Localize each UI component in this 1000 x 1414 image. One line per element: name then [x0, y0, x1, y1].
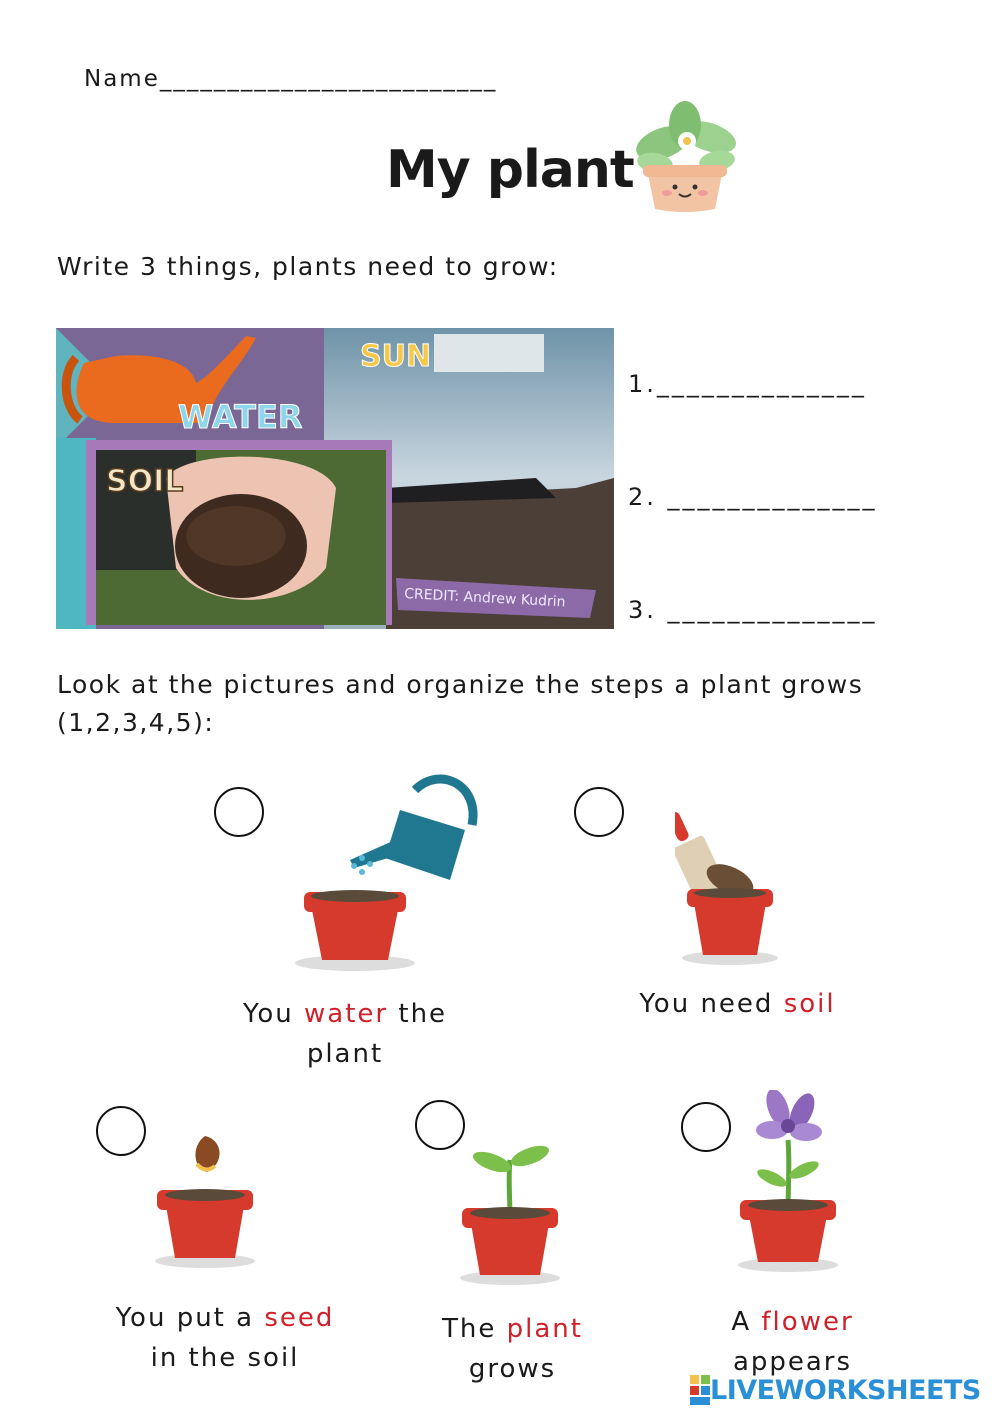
watering-pot-icon [290, 770, 490, 975]
question-needs: Write 3 things, plants need to grow: [57, 252, 559, 281]
name-field-line[interactable]: Name_________________________ [84, 66, 498, 92]
photo-sun-label: SUN [360, 339, 432, 374]
flower-pot-icon [728, 1090, 848, 1275]
question-order-steps: Look at the pictures and organize the steps a plant grows (1,2,3,4,5): [57, 670, 864, 737]
photo-soil-label: SOIL [106, 464, 184, 499]
logo-text: LIVEWORKSHEETS [710, 1374, 981, 1406]
order-circle-water[interactable] [214, 787, 264, 837]
page-title: My plant [386, 140, 634, 200]
answer-line-3[interactable]: 3. ______________ [628, 596, 878, 624]
shovel-soil-pot-icon [675, 805, 795, 970]
sprout-pot-icon [450, 1140, 570, 1290]
needs-collage-photo [56, 328, 614, 629]
logo-mark-icon [690, 1375, 710, 1405]
potted-plant-icon [625, 95, 745, 215]
answer-line-1[interactable]: 1.______________ [628, 370, 867, 398]
liveworksheets-logo[interactable] [690, 1372, 981, 1408]
caption-water: You water the plant [242, 999, 448, 1069]
seed-pot-icon [145, 1128, 265, 1273]
order-circle-soil[interactable] [574, 787, 624, 837]
answer-line-2[interactable]: 2. ______________ [628, 483, 878, 511]
caption-plant: The plant grows [442, 1314, 583, 1384]
photo-water-label: WATER [178, 398, 303, 436]
photo-credit-label: CREDIT: Andrew Kudrin [403, 586, 566, 611]
caption-soil: You need soil [639, 989, 836, 1019]
order-circle-seed[interactable] [96, 1106, 146, 1156]
caption-flower: A flower appears [731, 1307, 854, 1377]
caption-seed: You put a seed in the soil [115, 1303, 335, 1373]
order-circle-flower[interactable] [681, 1102, 731, 1152]
